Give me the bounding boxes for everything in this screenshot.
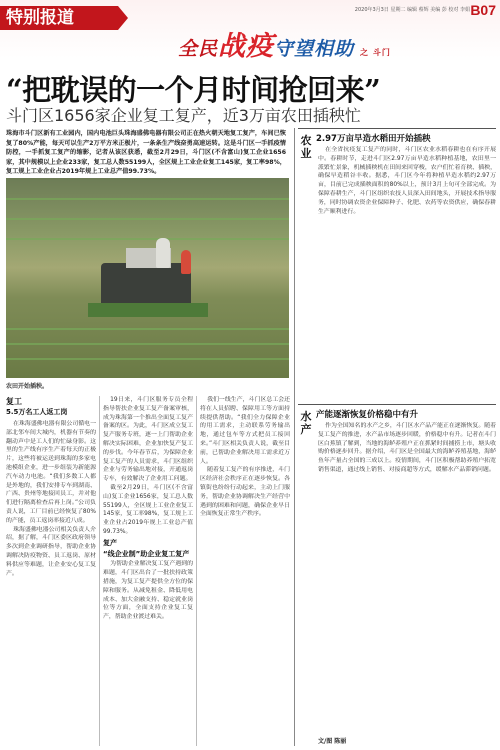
section-tag-arrow	[118, 6, 128, 30]
edition-info: 2020年3月3日 星期二 编辑 蔡辉 美编 彭 校对 李娟	[354, 7, 470, 13]
section2-head: 复产	[103, 538, 117, 547]
campaign-banner	[178, 24, 391, 63]
farmer-figure	[156, 238, 170, 268]
sidebar-label-agriculture: 农业	[300, 134, 312, 160]
sidebar-body-agriculture	[318, 146, 496, 401]
campaign-post: 守望相助	[274, 38, 355, 60]
section1-head: 复工	[6, 397, 22, 406]
lead-paragraph: 珠海市斗门区新有工业园内，国内电池巨头珠海盛佛电器有限公司正在热火朝天地复工复产，车间已恢复了80%产能，每天可以生产2万平方米正极片，一条条生产线奋勇高速运转。这是斗门区一手抓疫情防控，一手抓复工复产的缩影，记者从该区获悉，截至2月29日，斗门区(不含富山)复工企业1656家，其中规模以上企业233家，复工总人数55199人，全区规上工业企业复工145家，复工率98%，复工规上工业企业占2019年规上工业总产值99.73%。	[6, 130, 286, 176]
body-paragraph: 19日来，斗门区服务专员全程指导帮扶企业复工复产备案审核，成为珠海第一个推出全面复工复产备案的区。为此，斗门区成立复工复产服务专班，逐一上门帮助企业解决实际困难，企业加快复产复工的步伐。今年春节后，为保障企业复工复产的人员需求，斗门区组织企业与劳务输出地对接，开通返岗专车，有效解决了企业用工问题。	[103, 397, 193, 483]
section1-sub: 5.5万名工人返工岗	[6, 408, 68, 416]
sidebar-body-aquatic	[318, 422, 496, 732]
body-paragraph: 我们一线生产，斗门区总工会还将在人员招聘、保障用工等方面持续提供帮助。“我们全力保障企业的用工需求，主动联系劳务输出地，通过包车等方式把员工接回来。”斗门区相关负责人说，截至目前，已帮助企业解决用工需求近万人。	[200, 397, 290, 465]
seedling-tray	[88, 303, 208, 317]
body-column-3	[200, 396, 290, 746]
sidebar-paragraph: 作为全国知名的水产之乡，斗门区水产品产能正在逐渐恢复。随着复工复产的推进，水产品市场逐步回暖，价格稳中有升。记者在斗门区白蕉镇了解到，当地的海鲈养殖户正在抓紧时间捕捞上市，塘头收购价格逐步回升。据介绍，斗门区是全国最大的海鲈养殖基地，海鲈鱼年产量占全国的三成以上。疫情期间，斗门区积极帮助养殖户拓宽销售渠道，通过线上销售、对接商超等方式，缓解水产品滞销问题。	[318, 423, 496, 473]
body-paragraph: 截至2月29日，斗门区(不含富山)复工企业1656家，复工总人数55199人，全区规上工业企业复工145家，复工率98%，复工规上工业企业占2019年规上工业总产值99.73%。	[103, 484, 193, 535]
headline: “把耽误的一个月时间抢回来”	[6, 73, 381, 107]
campaign-pre: 全民	[178, 38, 219, 60]
farmer-figure	[181, 250, 191, 274]
campaign-sub: 之 斗门	[360, 48, 391, 57]
section-tag: 特别报道	[0, 6, 118, 30]
page-number: B07	[470, 2, 496, 18]
sidebar-label-aquatic: 水产	[300, 410, 312, 436]
section2-sub: “线企业制”助企业复工复产	[103, 549, 190, 558]
sidebar-head-aquatic: 产能逐渐恢复价格稳中有升	[316, 410, 419, 420]
body-paragraph: 在珠海盛佛电器有限公司循电一部北邻车间大城内，机器有节奏的翻动声中是工人们的忙碌身影。这里的生产线有序生产着每天的正极片，这些将被运送到珠海的多家电池模组企业，进一步组装为新能源汽车动力电池。“我们多数工人都是外地的，我们安排专车到湖南、广西、贵州等地接回员工，并对他们进行隔离检查后再上岗。”公司负责人说，工厂目前已经恢复了80%的产能，员工返岗率接近八成。	[6, 421, 96, 524]
body-paragraph: 随着复工复产的有序推进，斗门区经济社会秩序正在逐步恢复。各镇街也纷纷行动起来，主动上门服务，帮助企业协调解决生产经营中遇到的困难和问题，确保企业早日全面恢复正常生产秩序。	[200, 467, 290, 518]
campaign-big: 战疫	[218, 31, 275, 62]
sidebar-paragraph: 在全省抗疫复工复产的同时，斗门区农业水稻春耕也在有序开展中。春耕时节，走进斗门区2.97万亩早造水稻种植基地，农田里一派繁忙景象，机械插秧机在田间来回穿梭，农户们忙着育秧、插秧，确保早造稻谷丰收。据悉，斗门区今年将种植早造水稻约2.97万亩，目前已完成插秧面积的80%以上，预计3月上旬可全部完成。为保障春耕生产，斗门区组织农技人员深入田间地头，开展技术指导服务，同时协调农资企业保障种子、化肥、农药等农资供应，确保春耕生产顺利进行。	[318, 147, 496, 215]
sidebar-head-agriculture: 2.97万亩早造水稻田开始插秧	[316, 134, 431, 144]
photo-caption: 农田开始插秧。	[6, 383, 49, 390]
body-column-2	[103, 396, 193, 746]
subheadline: 斗门区1656家企业复工复产，近3万亩农田插秧忙	[6, 106, 361, 125]
body-column-1	[6, 420, 96, 745]
rice-field-photo	[6, 178, 289, 378]
byline: 文/图 陈丽	[318, 738, 347, 745]
body-paragraph: 珠海盛佛电器公司相关负责人介绍，据了解，斗门区委区政府领导多次到企业调研指导，帮助企业协调解决防疫物资、员工返岗、原材料供应等难题，让企业安心复工复产。	[6, 526, 96, 577]
body-paragraph: 为帮助企业解决复工复产遇到的难题，斗门区出台了一批扶持政策措施，为复工复产提供全方位的保障和服务。从减免租金、降低用电成本、加大金融支持、稳定就业岗位等方面，全面支持企业复工复产，帮助企业渡过难关。	[103, 561, 193, 621]
